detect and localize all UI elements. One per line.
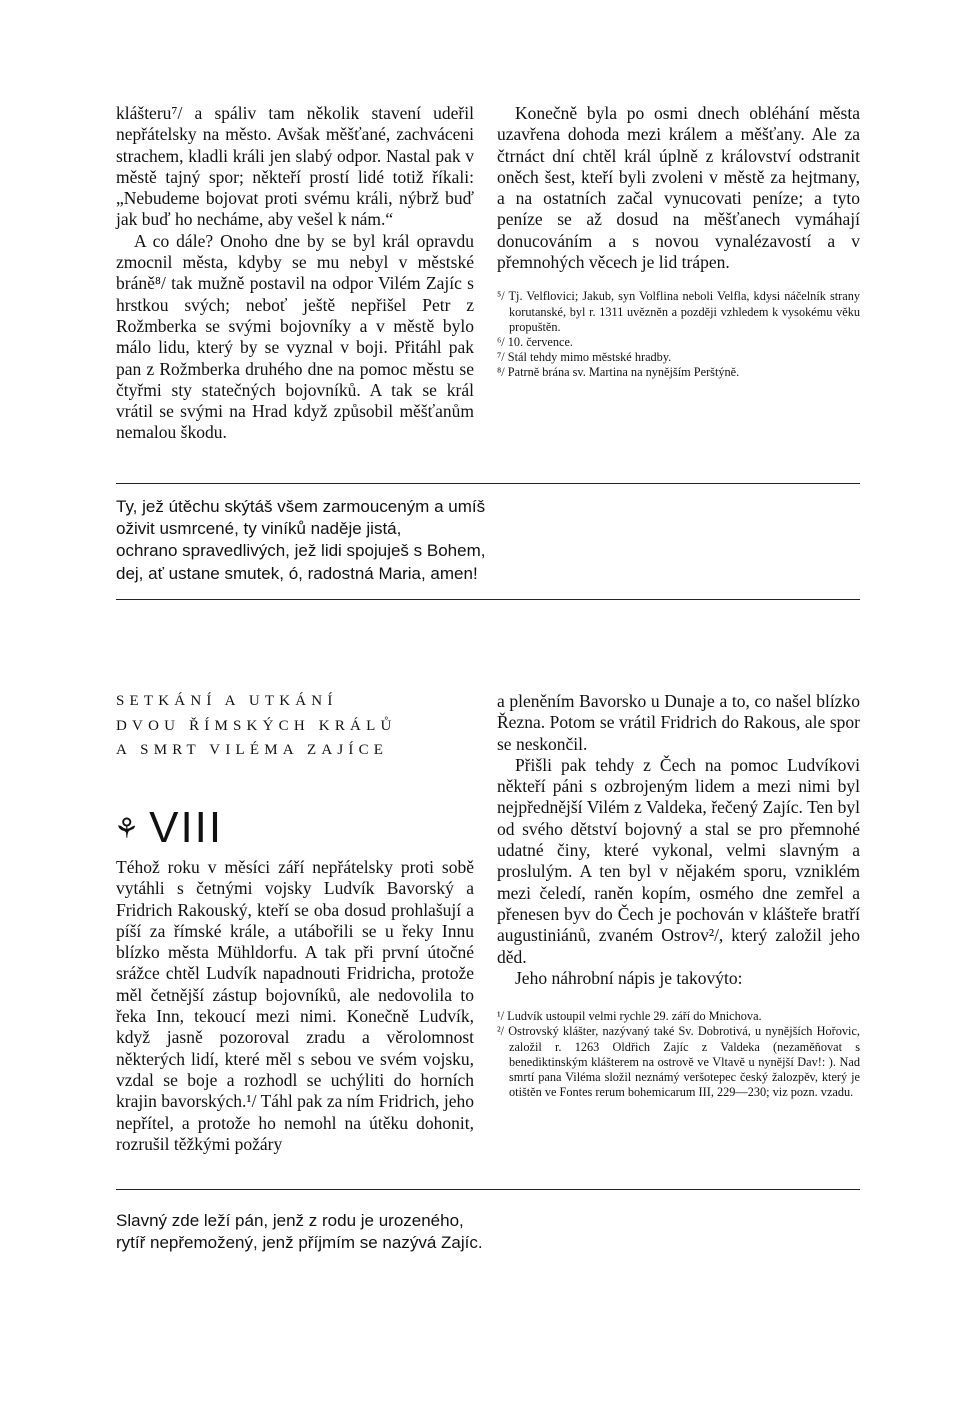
top-right-column	[497, 103, 860, 381]
verse-line: ochrano spravedlivých, jež lidi spojuješ s Bohem,	[116, 541, 486, 561]
body-paragraph: klášteru⁷/ a spáliv tam několik stavení udeřil nepřátelsky na město. Avšak měšťané, zachváceni strachem, kladli králi jen slabý odpor. Nastal pak v městě tajný spor; někteří prostí lidé totiž říkali: „Nebudeme bojovat proti svému králi, nýbrž buď jak buď ho necháme, aby vešel k nám.“	[116, 103, 474, 230]
footnote: ⁸/ Patrně brána sv. Martina na nynějším Perštýně.	[497, 365, 740, 380]
top-left-column	[116, 103, 474, 444]
chapter-heading-line: DVOU ŘÍMSKÝCH KRÁLŮ	[116, 717, 397, 734]
body-paragraph: Přišli pak tehdy z Čech na pomoc Ludvíkovi někteří páni s ozbrojeným lidem a mezi nimi byl nejpřednější Vilém z Valdeka, řečený Zajíc. Ten byl od svého dětství bojovný a stal se pro přemnohé udatné činy, které vykonal, velmi slavným a proslulým. A ten byl v nějakém sporu, vzniklém mezi čeledí, raněn kopím, osmého dne zemřel a přenesen byv do Čech je pochován v klášteře bratří augustiniánů, zvaném Ostrov²/, který založil jeho děd.	[497, 754, 860, 967]
divider	[116, 599, 860, 600]
chapter-heading	[116, 689, 396, 763]
footnotes	[497, 1009, 860, 1100]
body-paragraph: a pleněním Bavorsko u Dunaje a to, co našel blízko Řezna. Potom se vrátil Fridrich do Rakous, ale spor se neskončil.	[497, 691, 860, 754]
footnote: ⁶/ 10. července.	[497, 334, 573, 349]
chapter-heading-line: SETKÁNÍ A UTKÁNÍ	[116, 693, 338, 709]
verse-block	[116, 496, 485, 585]
body-paragraph: A co dále? Onoho dne by se byl král opravdu zmocnil města, kdyby se mu nebyl v městské bráně⁸/ tak mužně postavil na odpor Vilém Zajíc s hrstkou svých; neboť ještě nepřišel Petr z Rožmberka se svými bojovníky a v městě bylo málo lidu, který by se vyznal v boji. Přitáhl pak pan z Rožmberka druhého dne na pomoc městu se čtyřmi sty statečných bojovníků. A tak se král vrátil se svými na Hrad když způsobil měšťanům nemalou škodu.	[116, 230, 474, 443]
footnote: ²/ Ostrovský klášter, nazývaný také Sv. Dobrotivá, u nynějších Hořovic, založil r. 1263 Oldřich Zajíc z Valdeka (nezaměňovat s benediktinským klášterem na ostrově ve Vltavě u nynější Dav!: ). Nad smrtí pana Viléma složil neznámý veršotepec český žalozpěv, který je otištěn ve Fontes rerum bohemicarum III, 229—230; viz pozn. vzadu.	[497, 1024, 860, 1100]
footnote: ⁷/ Stál tehdy mimo městské hradby.	[497, 350, 672, 365]
footnote: ¹/ Ludvík ustoupil velmi rychle 29. září do Mnichova.	[497, 1009, 762, 1024]
verse-line: Ty, jež útěchu skýtáš všem zarmouceným a umíš	[116, 497, 486, 516]
verse-line: rytíř nepřemožený, jenž příjmím se nazývá Zajíc.	[116, 1233, 483, 1253]
verse-line: Slavný zde leží pán, jenž z rodu je urozeného,	[116, 1211, 464, 1230]
body-paragraph: Jeho náhrobní nápis je takovýto:	[515, 967, 743, 988]
verse-line: dej, ať ustane smutek, ó, radostná Maria, amen!	[116, 563, 478, 583]
chapter-heading-line: A SMRT VILÉMA ZAJÍCE	[116, 742, 389, 758]
footnotes	[497, 289, 860, 380]
footnote: ⁵/ Tj. Velflovici; Jakub, syn Volflina neboli Velfla, kdysi náčelník strany korutanské, byl r. 1311 uvězněn a později vzhledem k vysokému věku propuštěn.	[497, 289, 860, 334]
chapter-title	[114, 803, 223, 853]
chapter-number: VIII	[149, 803, 224, 852]
body-paragraph: Téhož roku v měsíci září nepřátelsky proti sobě vytáhli s četnými vojsky Ludvík Bavorský a Fridrich Rakouský, kteří se oba dosud prohlašují a píší za římské krále, a utábořili se u řeky Innu blízko města Mühldorfu. A tak při první útočné srážce chtěl Ludvík napadnouti Fridricha, protože měl četnější zástup bojovníků, ale nedovolila to řeka Inn, tekoucí mezi nimi. Konečně Ludvík, když jasně pozoroval zradu a věrolomnost některých lidí, které měl s sebou ve svém vojsku, vzdal se boje a rozhodl se uchýliti do horních krajin bavorských.¹/ Táhl pak za ním Fridrich, jeho nepřítel, a protože ho nemohl na útěku dohonit, rozrušil těžkými požáry	[116, 857, 474, 1154]
ornament-icon: ⚘	[114, 811, 140, 845]
body-paragraph: Konečně byla po osmi dnech obléhání města uzavřena dohoda mezi králem a měšťany. Ale za čtrnáct dní chtěl král úplně z království odstranit oněch šest, kteří byli zvoleni v městě za hejtmany, a na ostatních začal vynucovati peníze; a tyto peníze se až dosud na měšťanech vymáhají donucováním a s novou vynalézavostí a v přemnohých věcech je lid trápen.	[497, 103, 860, 273]
verse-block	[116, 1210, 483, 1254]
verse-line: oživit usmrcené, ty viníků naděje jistá,	[116, 519, 402, 539]
divider	[116, 1189, 860, 1190]
chapter-left-column	[116, 857, 474, 1155]
chapter-right-column	[497, 691, 860, 1100]
divider	[116, 483, 860, 484]
